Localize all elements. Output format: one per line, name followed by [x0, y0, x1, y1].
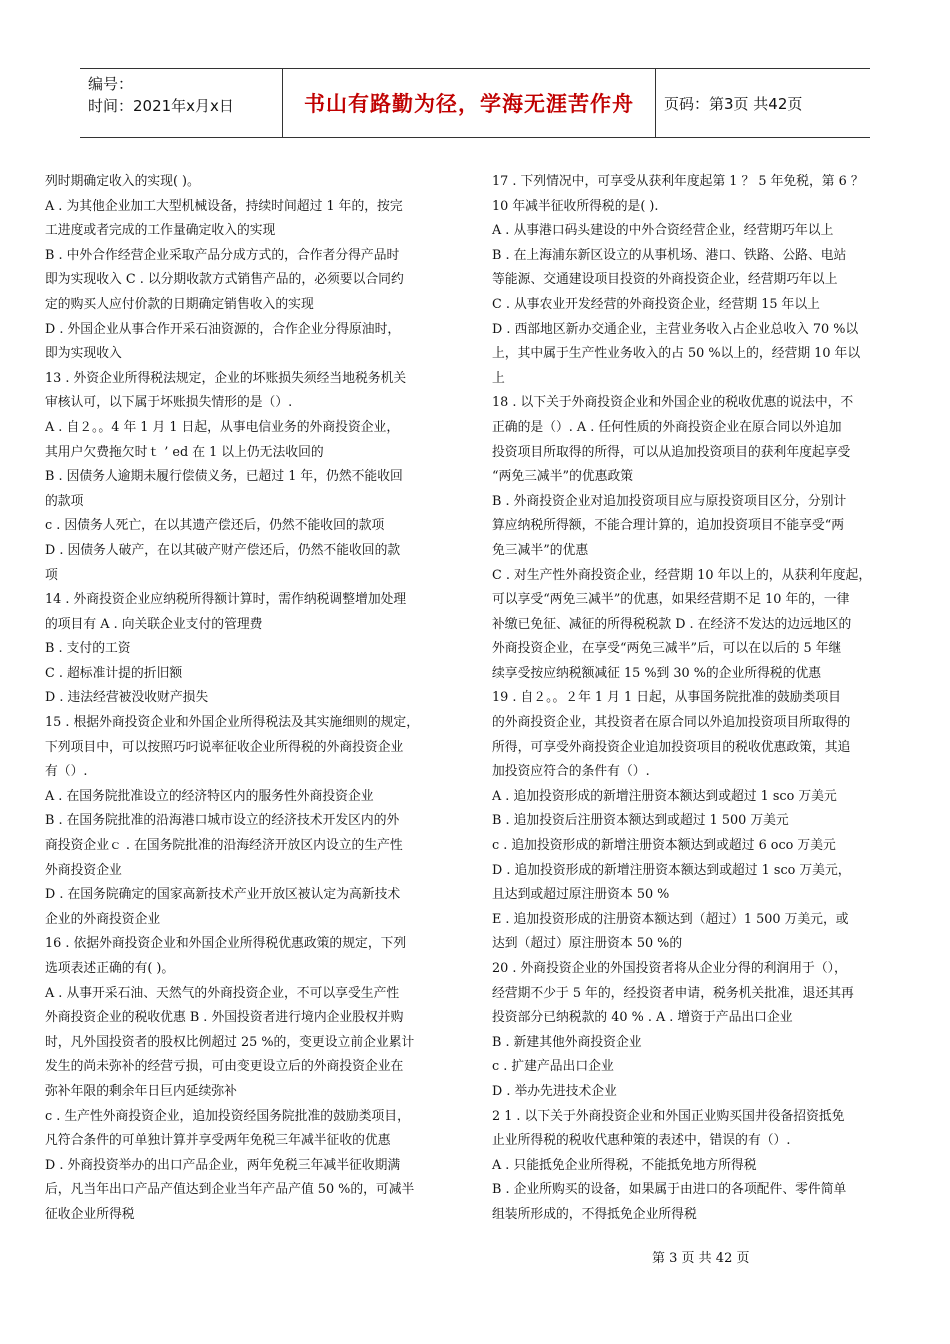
text-line: 选项表述正确的有( )。	[45, 961, 175, 976]
text-line: 所得，可享受外商投资企业追加投资项目的税收优惠政策，其追	[492, 739, 851, 755]
text-line: 凡符合条件的可单独计算并享受两年免税三年减半征收的优惠	[45, 1133, 391, 1149]
text-line: 20 . 外商投资企业的外国投资者将从企业分得的利润用于（），	[492, 961, 847, 976]
text-line: A . 自２。。4 年 1 月 1 日起，从事电信业务的外商投资企业，	[45, 419, 400, 435]
text-line: C . 超标准计提的折旧额	[45, 665, 183, 681]
text-line: B . 外商投资企业对追加投资项目应与原投资项目区分，分别计	[492, 493, 847, 509]
text-line: c . 因债务人死亡，在以其遗产偿还后，仍然不能收回的款项	[45, 518, 385, 534]
text-line: B . 中外合作经营企业采取产品分成方式的，合作者分得产品时	[45, 247, 400, 263]
text-line: 其用户欠费拖欠时ｔ ’ ed 在 1 以上仍无法收回的	[45, 444, 324, 460]
text-line: 且达到或超过原注册资本 50 %	[492, 887, 670, 903]
text-line: c . 追加投资形成的新增注册资本额达到或超过 6 oco 万美元	[492, 838, 836, 854]
text-line: c . 生产性外商投资企业，追加投资经国务院批准的鼓励类项目，	[45, 1108, 410, 1124]
text-line: 2 1 . 以下关于外商投资企业和外国正业购买国井役备招资抵免	[492, 1108, 845, 1124]
text-line: 免三减半”的优惠	[492, 542, 589, 558]
text-line: 审核认可，以下属于坏账损失情形的是（）.	[45, 395, 293, 411]
right-column	[492, 170, 910, 1228]
text-line: C . 对生产性外商投资企业，经营期 10 年以上的，从获利年度起，	[492, 567, 872, 583]
text-line: D . 外商投资举办的出口产品企业，两年免税三年减半征收期满	[45, 1157, 401, 1173]
text-line: 有（）.	[45, 764, 88, 780]
text-line: 即为实现收入 C . 以分期收款方式销售产品的，必须要以合同约	[45, 272, 404, 288]
text-line: B . 在上海浦东新区设立的从事机场、港口、铁路、公路、电站	[492, 247, 847, 263]
text-line: B . 支付的工资	[45, 641, 131, 657]
text-line: A . 只能抵免企业所得税，不能抵免地方所得税	[492, 1157, 757, 1173]
text-line: 算应纳税所得额，不能合理计算的，追加投资项目不能享受“两	[492, 518, 845, 534]
text-line: 16 . 依据外商投资企业和外国企业所得税优惠政策的规定，下列	[45, 936, 407, 952]
text-line: 正确的是（）. A . 任何性质的外商投资企业在原合同以外追加	[492, 419, 842, 435]
text-line: 定的购买人应付价款的日期确定销售收入的实现	[45, 296, 314, 312]
text-line: 外商投资企业	[45, 862, 122, 878]
text-line: 后，凡当年出口产品产值达到企业当年产品产值 50 %的，可减半	[45, 1182, 415, 1198]
text-line: D . 外国企业从事合作开采石油资源的，合作企业分得原油时，	[45, 321, 401, 337]
text-line: 14 . 外商投资企业应纳税所得额计算时，需作纳税调整增加处理	[45, 592, 407, 608]
text-line: 外商投资企业的税收优惠 B . 外国投资者进行境内企业股权并购	[45, 1010, 404, 1026]
text-line: 即为实现收入	[45, 346, 122, 362]
document-time: 时间：2021年x月x日	[88, 97, 234, 115]
text-line: 投资项目所取得的所得，可以从追加投资项目的获利年度起享受	[492, 444, 851, 460]
text-line: A . 从事港口码头建设的中外合资经营企业，经营期巧年以上	[492, 223, 834, 239]
text-line: B . 追加投资后注册资本额达到或超过 1 500 万美元	[492, 813, 789, 829]
text-line: 商投资企业ｃ . 在国务院批准的沿海经济开放区内设立的生产性	[45, 838, 403, 854]
page-header	[80, 68, 870, 138]
text-line: B . 新建其他外商投资企业	[492, 1034, 642, 1050]
text-line: 发生的尚未弥补的经营亏损，可由变更设立后的外商投资企业在	[45, 1059, 404, 1075]
text-line: 可以享受“两免三减半”的优惠，如果经营期不足 10 年的，一律	[492, 592, 850, 608]
text-line: 弥补年限的剩余年日巨内延续弥补	[45, 1083, 237, 1099]
text-line: B . 因债务人逾期未履行偿债义务，已超过 1 年，仍然不能收回	[45, 469, 403, 485]
text-line: 上，其中属于生产性业务收入的占 50 %以上的，经营期 10 年以	[492, 346, 861, 362]
text-line: D . 举办先进技术企业	[492, 1083, 617, 1099]
document-number: 编号：	[88, 75, 134, 93]
text-line: A . 从事开采石油、天然气的外商投资企业，不可以享受生产性	[45, 985, 400, 1001]
text-line: 等能源、交通建设项目投资的外商投资企业，经营期巧年以上	[492, 272, 838, 288]
text-line: 10 年减半征收所得税的是( ).	[492, 198, 659, 214]
text-line: “两免三减半”的优惠政策	[492, 469, 634, 485]
text-line: A . 在国务院批准设立的经济特区内的服务性外商投资企业	[45, 788, 374, 804]
text-line: C . 从事农业开发经营的外商投资企业，经营期 15 年以上	[492, 296, 820, 312]
text-line: 18 . 以下关于外商投资企业和外国企业的税收优惠的说法中，不	[492, 395, 854, 411]
text-line: 企业的外商投资企业	[45, 911, 161, 927]
text-line: B . 在国务院批准的沿海港口城市设立的经济技术开发区内的外	[45, 813, 400, 829]
text-line: D . 违法经营被没收财产损失	[45, 690, 209, 706]
text-line: 列时期确定收入的实现( )。	[45, 174, 200, 189]
text-line: c . 扩建产品出口企业	[492, 1059, 614, 1075]
text-line: 组装所形成的，不得抵免企业所得税	[492, 1206, 697, 1222]
text-line: 上	[492, 370, 505, 386]
text-line: 17 . 下列情况中，可享受从获利年度起第 1 ？ 5 年免税，第 6 ？	[492, 174, 864, 189]
text-line: 止业所得税的税收代惠种策的表述中，错误的有（）.	[492, 1133, 791, 1149]
text-line: 外商投资企业，在享受“两免三减半”后，可以在以后的 5 年继	[492, 641, 842, 657]
text-line: 征收企业所得税	[45, 1206, 135, 1222]
text-line: 加投资应符合的条件有（）.	[492, 764, 650, 780]
text-line: 续享受按应纳税额减征 15 %到 30 %的企业所得税的优惠	[492, 665, 822, 681]
text-line: D . 西部地区新办交通企业，主营业务收入占企业总收入 70 %以	[492, 321, 859, 337]
text-line: 15 . 根据外商投资企业和外国企业所得税法及其实施细则的规定，	[45, 715, 420, 731]
text-line: 经营期不少于 5 年的，经投资者申请，税务机关批准，退还其再	[492, 985, 854, 1001]
text-line: 19 . 自２。。２年 1 月 1 日起，从事国务院批准的鼓励类项目	[492, 690, 841, 706]
text-line: 达到（超过）原注册资本 50 %的	[492, 936, 683, 952]
text-line: 工进度或者完成的工作量确定收入的实现	[45, 223, 276, 239]
header-meta	[80, 69, 282, 137]
page-footer: 第 3 页 共 42 页	[652, 1251, 750, 1266]
text-line: 下列项目中，可以按照巧叼说率征收企业所得税的外商投资企业	[45, 739, 404, 755]
text-line: B . 企业所购买的设备，如果属于由进口的各项配件、零件简单	[492, 1182, 847, 1198]
header-motto: 书山有路勤为径，学海无涯苦作舟	[282, 69, 656, 137]
text-line: 的款项	[45, 493, 84, 509]
text-line: A . 追加投资形成的新增注册资本额达到或超过 1 sco 万美元	[492, 788, 837, 804]
header-page-number: 页码：第3页 共42页	[664, 94, 803, 113]
text-line: 13 . 外资企业所得税法规定，企业的坏账损失须经当地税务机关	[45, 370, 407, 386]
text-line: 时，凡外国投资者的股权比例超过 25 %的，变更设立前企业累计	[45, 1034, 415, 1050]
text-line: 投资部分已纳税款的 40 % . A . 增资于产品出口企业	[492, 1010, 793, 1026]
text-line: 项	[45, 567, 58, 583]
text-line: D . 在国务院确定的国家高新技术产业开放区被认定为高新技术	[45, 887, 401, 903]
text-line: 的项目有 A . 向关联企业支付的管理费	[45, 616, 263, 632]
text-line: 的外商投资企业，其投资者在原合同以外追加投资项目所取得的	[492, 715, 851, 731]
left-column	[45, 170, 465, 1228]
text-line: D . 追加投资形成的新增注册资本额达到或超过 1 sco 万美元，	[492, 862, 851, 878]
text-line: A . 为其他企业加工大型机械设备，持续时间超过 1 年的，按完	[45, 198, 403, 214]
text-line: D . 因债务人破产，在以其破产财产偿还后，仍然不能收回的款	[45, 542, 401, 558]
text-line: 补缴已免征、减征的所得税税款 D . 在经济不发达的边远地区的	[492, 616, 852, 632]
text-line: E . 追加投资形成的注册资本额达到（超过）1 500 万美元，或	[492, 911, 849, 927]
